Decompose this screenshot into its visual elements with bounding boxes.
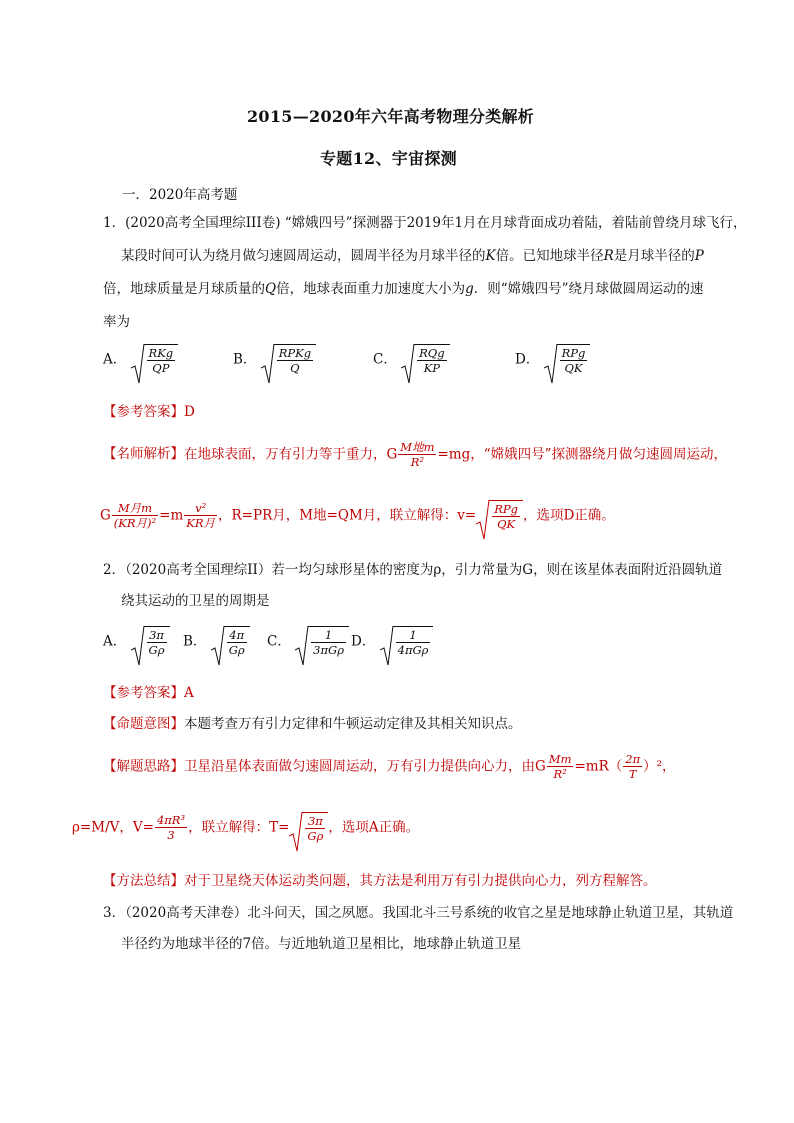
frac-den: (KR月)² <box>113 516 157 530</box>
frac-den: QP <box>152 361 170 375</box>
q2-option-a[interactable] <box>103 626 170 657</box>
q1-answer <box>103 403 195 421</box>
frac-num: M地m <box>400 440 435 454</box>
q1-line4: 率为 <box>103 314 130 330</box>
q1-text-3a: 倍，地球质量是月球质量的 <box>103 281 265 297</box>
q1-option-c[interactable] <box>373 344 450 375</box>
q1-analysis-line2 <box>100 500 615 531</box>
q3-line1 <box>103 904 733 922</box>
option-label: D． <box>515 351 540 368</box>
idea-text-c: ）²， <box>643 758 676 775</box>
sqrt-expression <box>295 626 349 657</box>
frac-den: 3πGρ <box>313 643 344 657</box>
idea-text-b: =mR（ <box>574 758 623 775</box>
answer-tag: 【参考答案】 <box>103 404 184 420</box>
q1-line1 <box>103 214 747 232</box>
analysis-tag: 【名师解析】 <box>103 446 184 462</box>
frac-num: 1 <box>396 628 431 643</box>
formula-text-b: ，联立解得：T= <box>188 819 290 836</box>
option-label: D． <box>351 633 376 650</box>
frac-den: R² <box>553 767 567 781</box>
q2-line2: 绕其运动的卫星的周期是 <box>121 593 270 609</box>
frac-den: QK <box>564 361 583 375</box>
q2-summary <box>103 872 657 890</box>
frac-den: 4πGρ <box>397 643 429 657</box>
q1-number: 1． <box>103 215 126 231</box>
analysis-text-a: 在地球表面，万有引力等于重力，G <box>184 446 398 463</box>
sqrt-expression <box>544 344 591 375</box>
q1-analysis-line1 <box>103 440 727 469</box>
frac-num: 1 <box>311 628 346 643</box>
idea-tag: 【解题思路】 <box>103 758 184 775</box>
q2-number: 2． <box>103 562 126 578</box>
sqrt-expression <box>131 626 170 657</box>
summary-tag: 【方法总结】 <box>103 873 184 889</box>
q1-line2 <box>121 247 704 265</box>
sqrt-expression <box>380 626 434 657</box>
frac-num: v² <box>184 501 217 516</box>
volume-fraction <box>155 813 187 842</box>
sqrt-expression <box>211 626 250 657</box>
sqrt-expression <box>476 500 523 531</box>
q1-var-k: K <box>485 248 496 264</box>
q2-option-b[interactable] <box>183 626 250 657</box>
q1-var-g: g <box>465 281 474 297</box>
q2-option-c[interactable] <box>267 626 349 657</box>
frac-num: 3π <box>147 628 167 643</box>
analysis-text-b: =mg，“嫦娥四号”探测器绕月做匀速圆周运动， <box>437 446 728 463</box>
formula-fraction-1 <box>112 501 158 530</box>
idea-text-a: 卫星沿星体表面做匀速圆周运动，万有引力提供向心力，由G <box>184 758 546 775</box>
document-subtitle: 专题12、宇宙探测 <box>320 149 457 168</box>
formula-fraction-2 <box>184 501 217 530</box>
q2-idea-line <box>103 752 676 781</box>
frac-num: RPg <box>494 502 518 516</box>
q1-option-a[interactable] <box>103 344 178 375</box>
q1-option-b[interactable] <box>233 344 316 375</box>
frac-num: RPg <box>561 346 586 360</box>
frac-den: Gρ <box>228 643 245 657</box>
formula-rest-1: ，R=PR月，M地=QM月，联立解得：v= <box>218 507 477 524</box>
frac-num: M月m <box>112 501 158 516</box>
formula-text-c: ，选项A正确。 <box>328 819 420 836</box>
formula-text-a: ρ=M/V，V= <box>72 819 154 836</box>
option-label: B． <box>183 633 207 650</box>
q2-answer <box>103 684 194 702</box>
frac-den: Gρ <box>307 829 324 843</box>
q1-option-d[interactable] <box>515 344 590 375</box>
q2-formula-line <box>72 812 419 843</box>
q3-text-1: （2020高考天津卷）北斗问天，国之夙愿。我国北斗三号系统的收官之星是地球静止轨道卫星，其轨道 <box>125 905 734 921</box>
frac-den: KP <box>423 361 441 375</box>
frac-num: 4πR³ <box>156 813 186 827</box>
summary-text: 对于卫星绕天体运动类问题，其方法是利用万有引力提供向心力，列方程解答。 <box>184 873 657 889</box>
formula-g: G <box>100 507 111 524</box>
option-label: B． <box>233 351 257 368</box>
idea-fraction-1 <box>547 752 574 781</box>
frac-num: 3π <box>305 814 325 829</box>
answer-value: A <box>184 685 194 701</box>
frac-den: QK <box>497 517 516 531</box>
formula-rest-2: ，选项D正确。 <box>522 507 615 524</box>
q3-line2: 半径约为地球半径的7倍。与近地轨道卫星相比，地球静止轨道卫星 <box>121 936 522 952</box>
frac-den: KR月 <box>186 516 216 530</box>
frac-den: 3 <box>167 828 175 842</box>
answer-value: D <box>184 404 195 420</box>
q1-var-r: R <box>603 248 614 264</box>
option-label: C． <box>373 351 397 368</box>
frac-den: T <box>628 767 637 781</box>
analysis-fraction <box>398 440 436 469</box>
answer-tag: 【参考答案】 <box>103 685 184 701</box>
q2-line1 <box>103 561 722 579</box>
q1-text-2c: 是月球半径的 <box>613 248 695 264</box>
sqrt-expression <box>131 344 179 375</box>
q1-text-2b: 倍。已知地球半径 <box>495 248 604 264</box>
frac-num: RPKg <box>278 346 312 360</box>
q2-option-d[interactable] <box>351 626 433 657</box>
frac-num: RQg <box>419 346 445 360</box>
section-heading: 一．2020年高考题 <box>122 187 238 203</box>
q1-text-3c: ．则“嫦娥四号”绕月球做圆周运动的速 <box>473 281 704 297</box>
option-label: A． <box>103 633 127 650</box>
q1-text-1: “嫦娥四号”探测器于2019年1月在月球背面成功着陆，着陆前曾绕月球飞行， <box>284 215 747 231</box>
intent-text: 本题考查万有引力定律和牛顿运动定律及其相关知识点。 <box>184 716 522 732</box>
intent-tag: 【命题意图】 <box>103 716 184 732</box>
sqrt-expression <box>261 344 316 375</box>
frac-num: 4π <box>227 628 247 643</box>
document-title: 2015—2020年六年高考物理分类解析 <box>247 107 535 126</box>
sqrt-expression <box>289 812 328 843</box>
q1-source: (2020高考全国理综III卷) <box>125 215 281 231</box>
option-label: A． <box>103 351 127 368</box>
q2-text-1: （2020高考全国理综II）若一均匀球形星体的密度为ρ，引力常量为G，则在该星体表面附近沿圆轨道 <box>125 562 723 578</box>
sqrt-expression <box>401 344 449 375</box>
q1-line3 <box>103 280 704 298</box>
frac-num: 2π <box>625 752 641 766</box>
option-label: C． <box>267 633 291 650</box>
frac-den: Gρ <box>148 643 165 657</box>
q1-var-p: P <box>694 248 704 264</box>
q1-var-q: Q <box>265 281 277 297</box>
q3-number: 3． <box>103 905 126 921</box>
frac-num: Mm <box>548 752 572 766</box>
frac-den: Q <box>290 361 300 375</box>
idea-fraction-2 <box>623 752 642 781</box>
frac-num: RKg <box>148 346 174 360</box>
frac-den: R² <box>410 455 425 469</box>
q2-intent <box>103 715 522 733</box>
q1-text-3b: 倍，地球表面重力加速度大小为 <box>276 281 466 297</box>
q1-text-2a: 某段时间可认为绕月做匀速圆周运动，圆周半径为月球半径的 <box>121 248 486 264</box>
formula-eq: =m <box>159 507 184 524</box>
